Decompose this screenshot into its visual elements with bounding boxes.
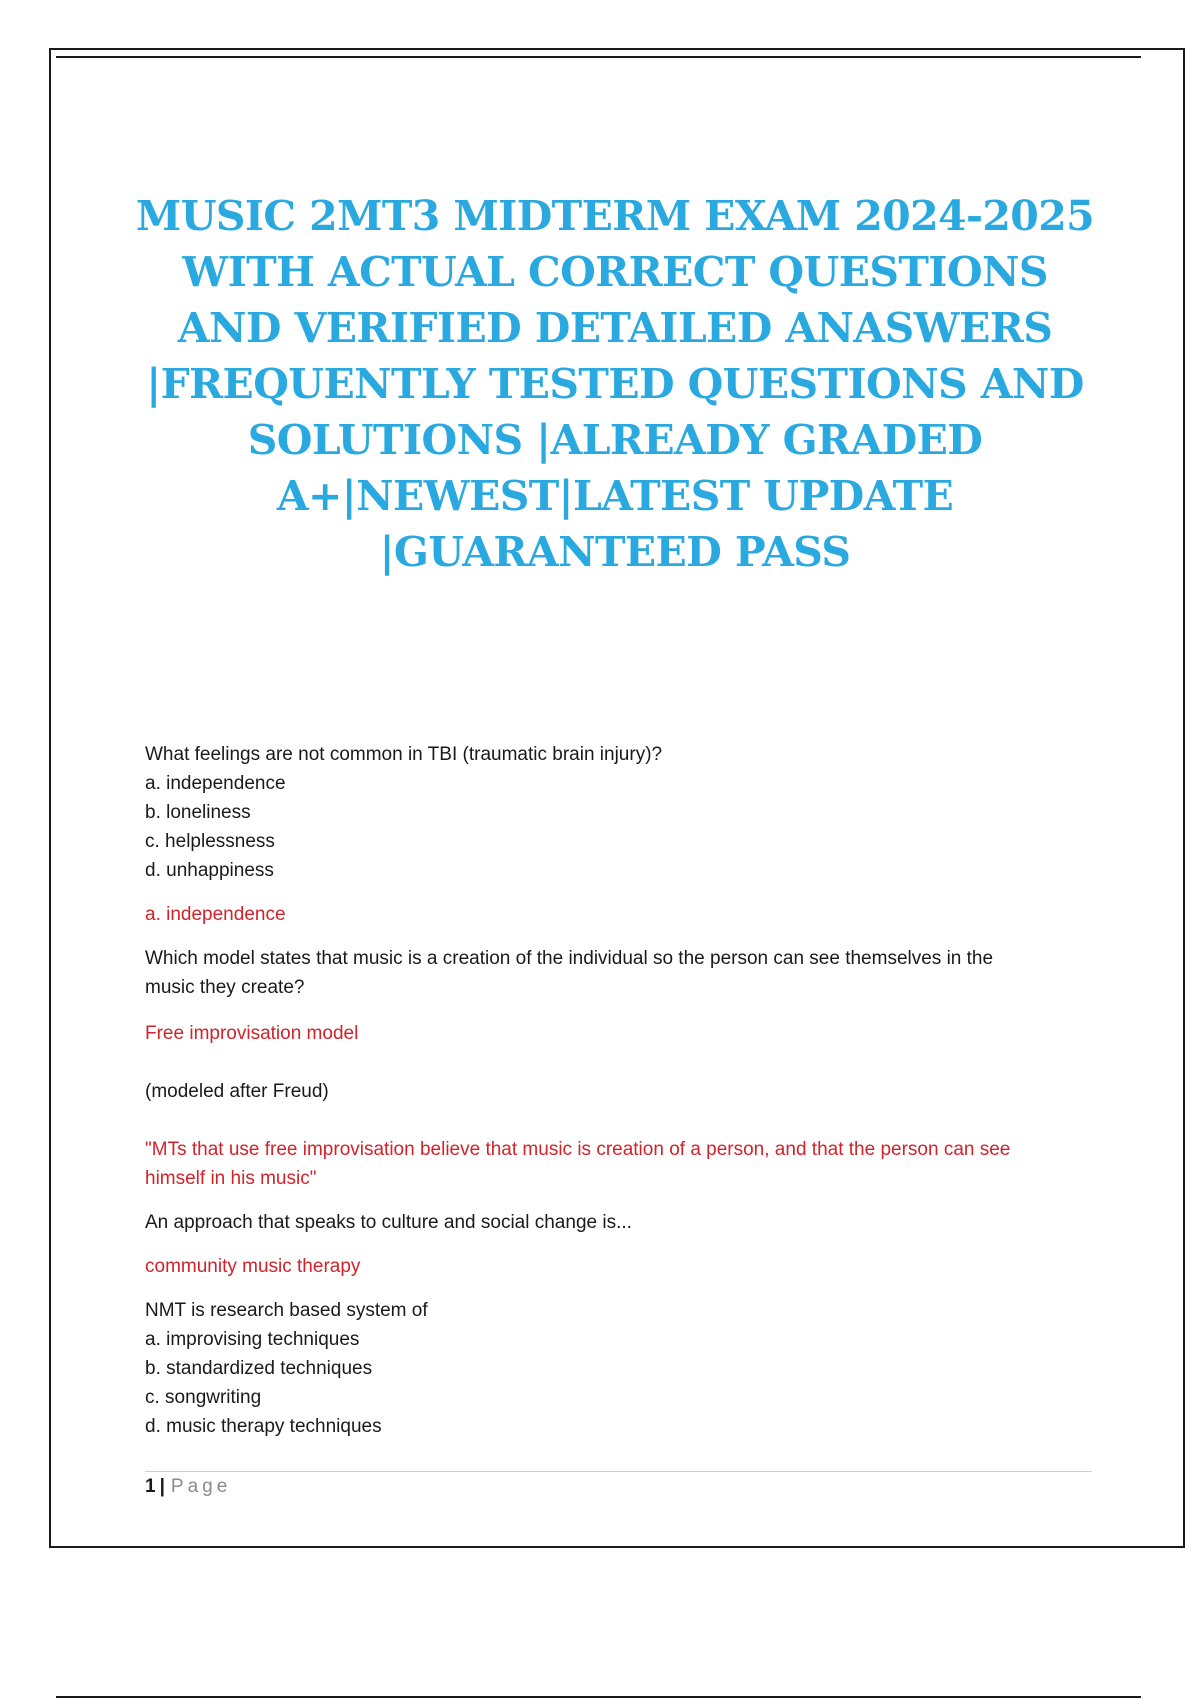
title-line: MUSIC 2MT3 MIDTERM EXAM 2024-2025 — [135, 192, 1095, 240]
answer-2-quote — [145, 1135, 1105, 1193]
quote-line: "MTs that use free improvisation believe that music is creation of a person, and that the person can see — [145, 1139, 1011, 1160]
option: a. independence — [145, 773, 286, 794]
page-number: 1 — [145, 1476, 156, 1497]
title-line: |FREQUENTLY TESTED QUESTIONS AND — [146, 360, 1084, 408]
exam-content — [145, 740, 1105, 1441]
question-2-line: Which model states that music is a creation of the individual so the person can see themselves in the — [145, 948, 994, 969]
footer-separator: | — [159, 1476, 165, 1497]
document-title — [130, 188, 1100, 580]
answer-2-note: (modeled after Freud) — [145, 1081, 329, 1102]
option: b. loneliness — [145, 802, 251, 823]
option: b. standardized techniques — [145, 1358, 373, 1379]
page-label: Page — [170, 1476, 232, 1497]
option: c. songwriting — [145, 1387, 262, 1408]
footer-rule — [145, 1471, 1092, 1472]
option: d. unhappiness — [145, 860, 274, 881]
question-1: What feelings are not common in TBI (traumatic brain injury)? — [145, 744, 663, 765]
answer-2: Free improvisation model — [145, 1023, 359, 1044]
title-line: WITH ACTUAL CORRECT QUESTIONS — [182, 248, 1048, 296]
bottom-rule — [56, 1696, 1141, 1698]
question-2 — [145, 944, 1105, 1002]
question-3: An approach that speaks to culture and social change is... — [145, 1212, 632, 1233]
title-line: SOLUTIONS |ALREADY GRADED — [247, 416, 983, 464]
option: c. helplessness — [145, 831, 275, 852]
question-4: NMT is research based system of — [145, 1300, 428, 1321]
quote-line: himself in his music" — [145, 1168, 317, 1189]
option: d. music therapy techniques — [145, 1416, 382, 1437]
answer-1: a. independence — [145, 904, 286, 925]
option: a. improvising techniques — [145, 1329, 360, 1350]
title-line: A+|NEWEST|LATEST UPDATE — [276, 472, 954, 520]
title-line: AND VERIFIED DETAILED ANASWERS — [177, 304, 1053, 352]
question-2-line: music they create? — [145, 977, 305, 998]
title-line: |GUARANTEED PASS — [379, 528, 851, 576]
answer-3: community music therapy — [145, 1256, 361, 1277]
page-footer — [145, 1474, 231, 1500]
